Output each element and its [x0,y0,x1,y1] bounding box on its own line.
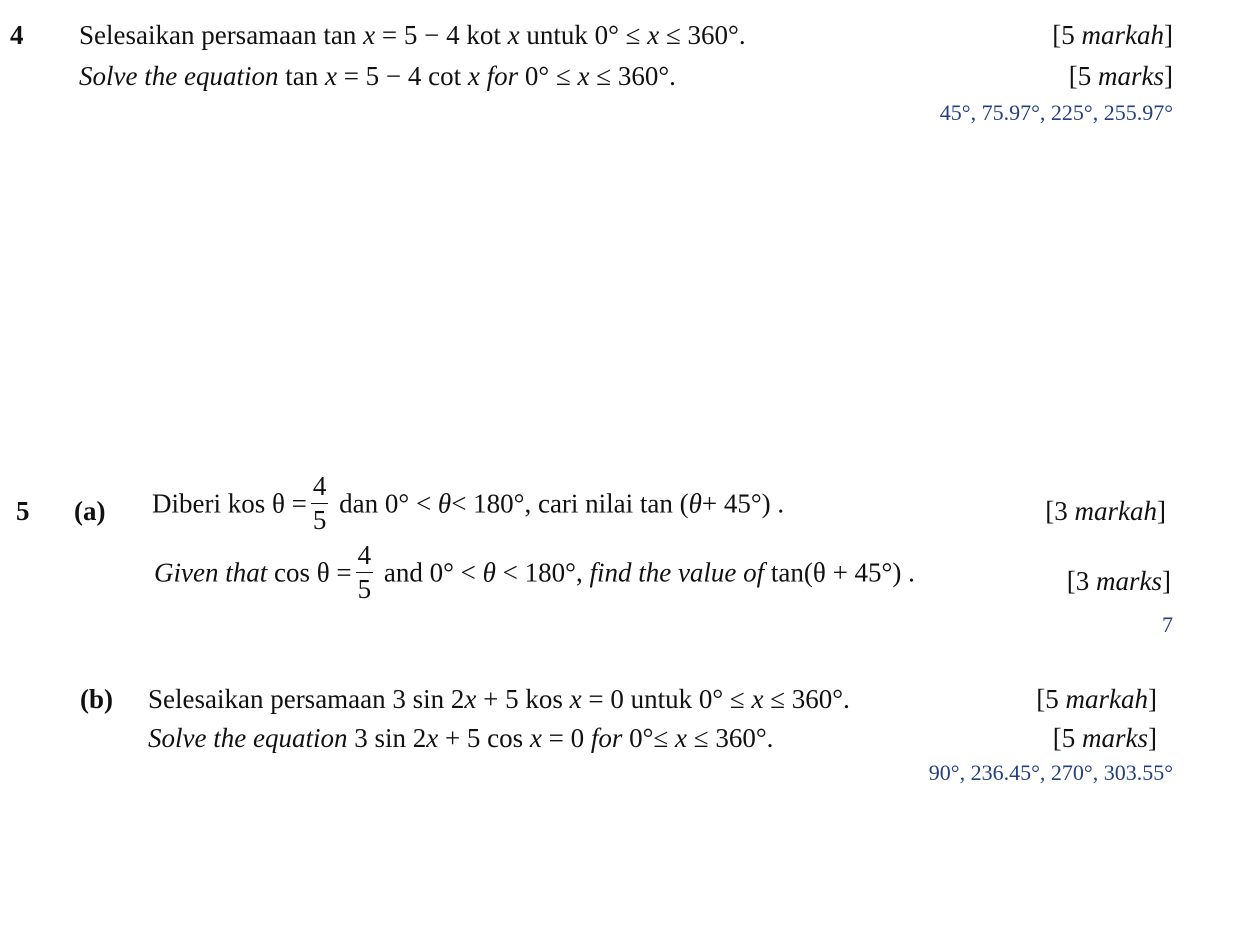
question-number-5: 5 [16,496,30,526]
q4-malay-text: Selesaikan persamaan tan x = 5 − 4 kot x untuk 0° ≤ x ≤ 360°. [79,20,746,50]
q5a-malay-marks: [3 markah] [1045,496,1166,526]
q4-english-marks: [5 marks] [1068,61,1173,91]
fraction: $\frac{4}{5}$ [357,540,372,604]
q4-english-text: Solve the equation tan x = 5 − 4 cot x for 0° ≤ x ≤ 360°. [79,61,676,91]
q4-answer: 45°, 75.97°, 225°, 255.97° [939,100,1173,125]
q5b-malay-marks: [5 markah] [1036,684,1157,714]
q5b-answer: 90°, 236.45°, 270°, 303.55° [928,760,1173,785]
q5a-answer: 7 [1162,612,1173,637]
q5b-malay-text: Selesaikan persamaan 3 sin 2x + 5 kos x = 0 untuk 0° ≤ x ≤ 360°. [148,684,850,714]
fraction: $\frac{4}{5}$ [312,471,327,535]
q5a-malay-text: Diberi kos θ = $\frac{4}{5}$ dan 0° < θ< 180°, cari nilai tan (θ+ 45°) . [152,471,785,535]
q5a-english-marks: [3 marks] [1066,566,1171,596]
question-number-4: 4 [10,20,24,50]
q5b-english-marks: [5 marks] [1052,723,1157,753]
q5b-english-text: Solve the equation 3 sin 2x + 5 cos x = 0 for 0°≤ x ≤ 360°. [148,723,774,753]
q5a-english-text: Given that cos θ = $\frac{4}{5}$ and 0° < θ < 180°, find the value of tan(θ + 45°) . [154,540,915,604]
q5a-label: (a) [74,496,106,526]
q4-malay-marks: [5 markah] [1052,20,1173,50]
q5b-label: (b) [80,684,113,714]
